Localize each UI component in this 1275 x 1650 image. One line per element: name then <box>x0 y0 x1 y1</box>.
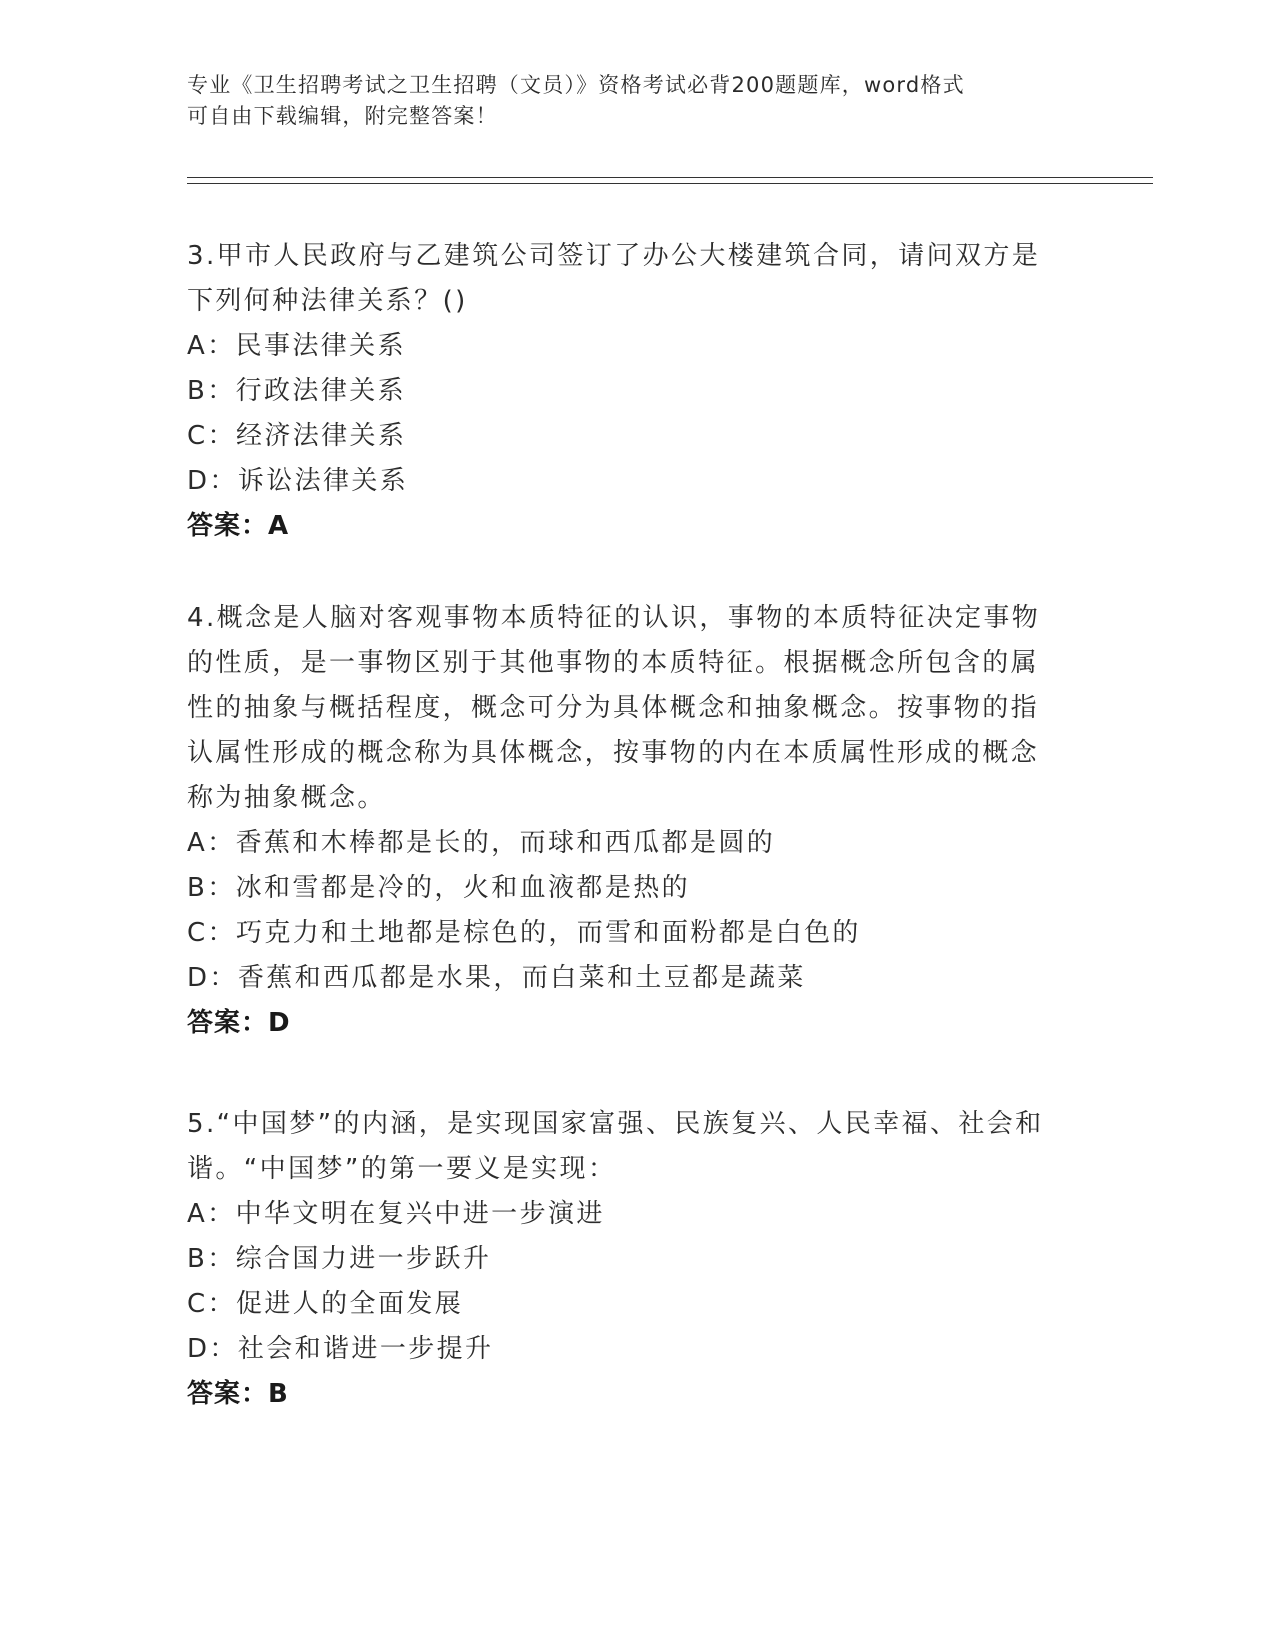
document-header <box>187 70 1087 132</box>
option-c: C：经济法律关系 <box>187 421 407 451</box>
option-a: A：中华文明在复兴中进一步演进 <box>187 1199 605 1229</box>
header-line-2: 可自由下载编辑，附完整答案！ <box>187 104 498 128</box>
option-b: B：行政法律关系 <box>187 376 407 406</box>
question-stem: 4.概念是人脑对客观事物本质特征的认识，事物的本质特征决定事物的性质，是一事物区别于其他事物的本质特征。根据概念所包含的属性的抽象与概括程度，概念可分为具体概念和抽象概念。按事物的指认属性形成的概念称为具体概念，按事物的内在本质属性形成的概念称为抽象概念。 <box>187 603 1041 813</box>
question-stem: 3.甲市人民政府与乙建筑公司签订了办公大楼建筑合同，请问双方是下列何种法律关系？() <box>187 241 1041 316</box>
option-d: D：社会和谐进一步提升 <box>187 1334 494 1364</box>
option-b: B：冰和雪都是冷的，火和血液都是热的 <box>187 873 691 903</box>
option-a: A：民事法律关系 <box>187 331 406 361</box>
question-4 <box>187 596 1067 1046</box>
option-d: D：诉讼法律关系 <box>187 466 409 496</box>
answer: 答案：D <box>187 1008 291 1038</box>
header-line-1: 专业《卫生招聘考试之卫生招聘（文员）》资格考试必背200题题库，word格式 <box>187 73 965 97</box>
option-c: C：促进人的全面发展 <box>187 1289 464 1319</box>
question-5 <box>187 1102 1067 1417</box>
answer: 答案：A <box>187 511 290 541</box>
option-d: D：香蕉和西瓜都是水果，而白菜和土豆都是蔬菜 <box>187 963 806 993</box>
option-b: B：综合国力进一步跃升 <box>187 1244 492 1274</box>
question-stem: 5.“中国梦”的内涵，是实现国家富强、民族复兴、人民幸福、社会和谐。“中国梦”的第一要义是实现： <box>187 1109 1044 1184</box>
answer: 答案：B <box>187 1379 289 1409</box>
question-3 <box>187 234 1067 549</box>
header-divider <box>187 177 1153 184</box>
option-c: C：巧克力和土地都是棕色的，而雪和面粉都是白色的 <box>187 918 861 948</box>
option-a: A：香蕉和木棒都是长的，而球和西瓜都是圆的 <box>187 828 776 858</box>
